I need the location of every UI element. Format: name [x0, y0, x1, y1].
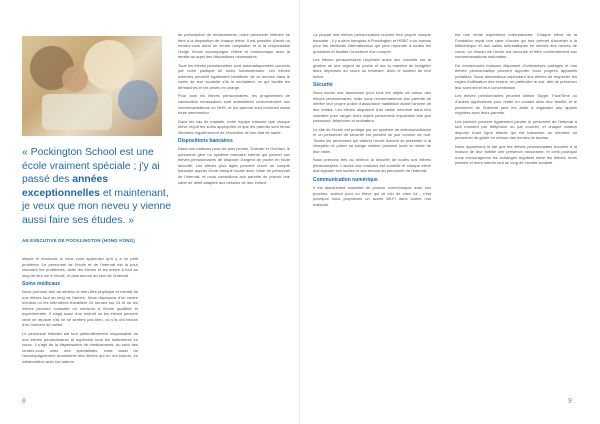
heading-comm: Communication numérique	[313, 177, 378, 184]
paragraph: de prescription de médicaments, notre personnel infirmier se tient à la disposition de chaque élève. Il est possible d'avoir un rendez-vous dans un centre hospitalier et si la responsable l'exige l'école accompagne l'élève et communique avec la famille au sujet des dispositions nécessaires.	[178, 32, 290, 60]
heading-soins: Soins médicaux	[22, 281, 61, 288]
column-3	[313, 32, 431, 210]
paragraph: Nous apprécions le fait que les élèves pensionnaires trouvent à la maison de leur famille une présence rassurante, et c'est pourquoi nous encourageons les échanges réguliers entre les élèves, leurs parents et leurs tuteurs tout au long de l'année scolaire.	[455, 143, 577, 166]
paragraph: simple et émouvoir si vous vous appreniez qu'il y a un petit problème. Le personnel de l'école et de l'internat est là pour résoudre les problèmes, aider les élèves et les suivre à tout au long de leur vie à l'école, et plus encore au sein de l'internat.	[22, 256, 138, 278]
heading-secu: Sécurité	[313, 82, 333, 89]
paragraph: De nombreuses maisons disposent d'ordinateurs partagés et nos élèves pensionnaires peuvent apporter leurs propres appareils portables. Nous demandons cependant aux élèves de respecter les règles d'utilisation des écrans, en particulier le soir, afin de préserver leur sommeil et leur concentration.	[455, 62, 577, 90]
paragraph: Dans nos maisons pour les plus jeunes, Dolman et Orchard, le personnel gère un système bancaire interne qui permet aux élèves pensionnaires de disposer d'argent de poche en toute sécurité. Les élèves plus âgés peuvent ouvrir un compte bancaire auprès d'une banque locale avec l'aide du personnel de l'internat, et nous conseillons aux parents de prévoir une carte de débit adaptée aux besoins de leur enfant.	[178, 146, 290, 185]
paragraph: Les élèves pensionnaires peuvent utiliser Skype, FaceTime ou d'autres applications pour rester en contact avec leur famille, et le personnel de l'internat peut les aider à organiser des appels réguliers avec leurs parents.	[455, 93, 577, 116]
column-1	[22, 256, 138, 367]
paragraph: Le personnel infirmier est tout particulièrement responsable de nos élèves pensionnaires et supervise tous les traitements en cours. Il s'agit de la dispensation de médicaments, du suivi des rendez-vous chez des spécialistes, mais aussi de l'accompagnement émotionnel des élèves qui en ont besoin, en collaboration avec les tuteurs.	[22, 331, 138, 364]
paragraph: Nous avons une assurance pour tous les objets de valeur des élèves pensionnaires, mais nous recommandons aux parents de vérifier leur propre police d'assurance habitation avant l'arrivée de leur enfant. Les élèves disposent d'un casier sécurisé dans leur chambre pour ranger leurs objets personnels importants tels que passeport, téléphone et ordinateur.	[313, 90, 431, 124]
heading-banc: Dispositions bancaires	[178, 138, 233, 145]
pull-quote	[22, 146, 172, 228]
quote-bold: années exceptionnelles	[22, 174, 109, 199]
column-4	[455, 32, 577, 169]
page-number-left: 8	[22, 398, 26, 405]
students-photo	[22, 36, 162, 136]
paragraph: Il est absolument essentiel de pouvoir communiquer avec ses proches, surtout pour un élève qui vit loin de chez lui ; c'est pourquoi nous proposons un accès Wi-Fi dans toutes nos maisons.	[313, 185, 431, 207]
paragraph: Pour tous les élèves pensionnaires, les programmes de vaccination nécessaires sont administrés conformément aux recommandations du NHS, et les parents sont informés avant toute intervention.	[178, 93, 290, 116]
paragraph: Les élèves pensionnaires reçoivent aussi des conseils sur la gestion de leur argent de poche et sur la manière de budgéter leurs dépenses au cours du trimestre, avec le soutien de leur tuteur.	[313, 57, 431, 79]
paragraph: Les parents peuvent également joindre le personnel de l'internat à tout moment par téléphone ou par courriel, et chaque maison dispose d'une ligne directe qui est transmise au membre du personnel de garde en dehors des heures de bureau.	[455, 118, 577, 141]
quote-attribution: AN EXÉCUTIVE DE POCKLINGTON (HONG KONG)	[22, 238, 135, 243]
paragraph: La plupart des élèves pensionnaires ouvrent leur propre compte bancaire ; il y a deux banques à Pocklington et HSBC a un bureau pour les étudiants internationaux qui peut répondre à toutes les questions et faciliter l'ouverture d'un compte.	[313, 32, 431, 54]
page-number-right: 9	[568, 398, 572, 405]
paragraph: Dans les cas de maladie, notre équipe s'assure que chaque élève reçoit les soins appropriés et que les parents sont tenus informés régulièrement de l'évolution de son état de santé.	[178, 118, 290, 135]
paragraph: Tous les élèves pensionnaires sont automatiquement couverts par notre politique de soins fondamentaux. Les élèves externes peuvent également bénéficier de ce service dans le cadre de leur scolarité s'ils le souhaitent, ce qui facilite les démarches et les prises en charge.	[178, 62, 290, 90]
paragraph: Nous prenons très au sérieux la sécurité de toutes nos élèves pensionnaires. L'accès aux maisons est contrôlé et chaque élève doit signaler ses sorties et ses retours au personnel de l'internat.	[313, 157, 431, 174]
quote-open: « Pockington School est une école vraiment spéciale ; j'y ai passé des	[22, 147, 160, 186]
paragraph: Nous prenons très au sérieux le bien-être physique et mental de nos élèves tout au long de l'année. Nous disposons d'un centre médical où les infirmières travaillent 24 heures sur 24 et où les élèves peuvent consulter un médecin à l'école qualifiée et expérimentée. Il s'agit aussi d'un endroit où les élèves peuvent venir se reposer s'ils ne se sentent pas bien, ou s'ils ont besoin d'un moment de calme.	[22, 289, 138, 328]
column-2	[178, 32, 290, 188]
paragraph: Le site de l'école est protégé par un système de vidéosurveillance et un personnel de sécurité est présent de jour comme de nuit. Toutes les personnes qui visitent l'école doivent se présenter à la réception et porter un badge visiteur pendant toute la durée de leur visite.	[313, 126, 431, 154]
quote-close: et maintenant, je veux que mon neveu y vienne aussi faire ses études. »	[22, 187, 172, 226]
paragraph: est une réelle expérience internationale. Chaque élève de la Fondation reçoit une carte d'accès qui leur permet d'accéder à la bibliothèque et aux salles informatiques en dehors des heures de cours. Le réseau de l'école est sécurisé et filtré conformément aux recommandations nationales.	[455, 32, 577, 60]
